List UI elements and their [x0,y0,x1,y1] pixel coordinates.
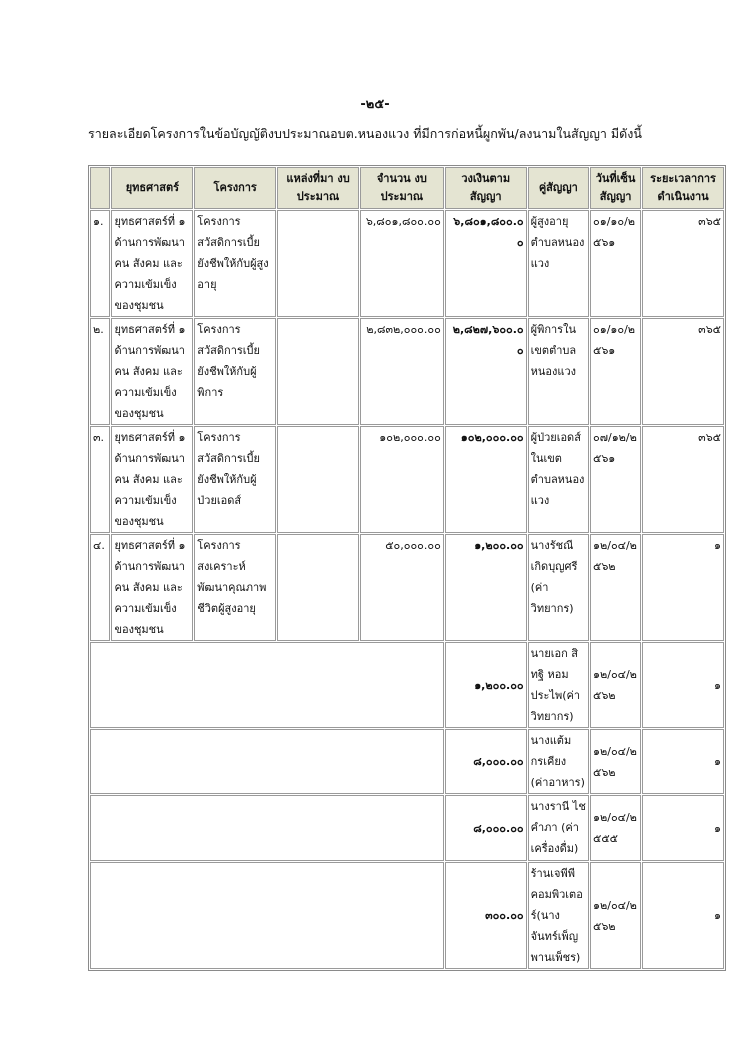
sub-row-contractor: นางรานี ไชคำภา (ค่าเครื่องดื่ม) [528,795,589,861]
sub-row-duration: ๑ [642,795,724,861]
row-duration: ๑ [642,534,724,641]
table-row [90,210,724,317]
sub-row-contract-amount: ๑,๒๐๐.๐๐ [445,642,527,728]
row-number: ๒. [90,318,110,425]
row-duration: ๓๖๕ [642,426,724,533]
sub-row-contract-amount: ๘,๐๐๐.๐๐ [445,729,527,794]
row-duration: ๓๖๕ [642,318,724,425]
row-contract-amount: ๑,๒๐๐.๐๐ [445,534,527,641]
row-number: ๔. [90,534,110,641]
row-amount: ๒,๘๓๒,๐๐๐.๐๐ [360,318,444,425]
row-project: โครงการสงเคราะห์พัฒนาคุณภาพชีวิตผู้สูงอายุ [194,534,276,641]
header-no [90,167,110,209]
sub-row-contractor: ร้านเจพีพีคอมพิวเตอร์(นางจันทร์เพ็ญ พานเพ็ชร) [528,862,589,969]
sub-row-blank [90,642,444,728]
row-contract-amount: ๖,๘๐๑,๘๐๐.๐๐ [445,210,527,317]
row-contract-amount: ๑๐๒,๐๐๐.๐๐ [445,426,527,533]
row-source [277,426,359,533]
header-contract-amount: วงเงินตาม สัญญา [445,167,527,209]
sub-row-sign-date: ๑๒/๐๔/๒๕๖๒ [590,862,641,969]
sub-row-sign-date: ๑๒/๐๔/๒๕๖๒ [590,729,641,794]
row-strategy: ยุทธศาสตร์ที่ ๑ ด้านการพัฒนาคน สังคม และความเข้มเข็งของชุมชน [111,318,193,425]
sub-row-blank [90,729,444,794]
header-project: โครงการ [194,167,276,209]
row-strategy: ยุทธศาสตร์ที่ ๑ ด้านการพัฒนาคน สังคม และความเข้มเข็งของชุมชน [111,534,193,641]
row-number: ๓. [90,426,110,533]
sub-row-contractor: นางแต้ม กรเคียง (ค่าอาหาร) [528,729,589,794]
sub-row-duration: ๑ [642,729,724,794]
page-heading: รายละเอียดโครงการในข้อบัญญัติงบประมาณอบต.หนองแวง ที่มีการก่อหนี้ผูกพัน/ลงนามในสัญญา มีดังนี้ [88,126,642,141]
row-sign-date: ๐๗/๑๒/๒๕๖๑ [590,426,641,533]
budget-table [88,165,726,971]
row-source [277,534,359,641]
table-header-row [90,167,724,209]
row-contractor: ผู้พิการในเขตตำบลหนองแวง [528,318,589,425]
header-contractor: คู่สัญญา [528,167,589,209]
row-sign-date: ๐๑/๑๐/๒๕๖๑ [590,210,641,317]
header-strategy: ยุทธศาสตร์ [111,167,193,209]
header-sign-date: วันที่เซ็น สัญญา [590,167,641,209]
row-duration: ๓๖๕ [642,210,724,317]
sub-row-sign-date: ๑๒/๐๔/๒๕๖๒ [590,642,641,728]
sub-row-contract-amount: ๓๐๐.๐๐ [445,862,527,969]
sub-row-blank [90,795,444,861]
sub-row-sign-date: ๑๒/๐๔/๒๕๕๕ [590,795,641,861]
page-number: -๒๕- [360,97,390,112]
row-project: โครงการสวัสดิการเบี้ยยังชีพให้กับผู้สูงอายุ [194,210,276,317]
header-amount: จำนวน งบประมาณ [360,167,444,209]
row-sign-date: ๑๒/๐๔/๒๕๖๒ [590,534,641,641]
sub-table-row [90,729,724,794]
row-sign-date: ๐๑/๑๐/๒๕๖๑ [590,318,641,425]
row-contract-amount: ๒,๘๒๗,๖๐๐.๐๐ [445,318,527,425]
sub-row-duration: ๑ [642,862,724,969]
sub-table-row [90,795,724,861]
row-number: ๑. [90,210,110,317]
header-duration: ระยะเวลาการ ดำเนินงาน [642,167,724,209]
row-strategy: ยุทธศาสตร์ที่ ๑ ด้านการพัฒนาคน สังคม และความเข้มเข็งของชุมชน [111,210,193,317]
row-contractor: ผู้ป่วยเอดส์ในเขตตำบลหนองแวง [528,426,589,533]
row-source [277,318,359,425]
row-project: โครงการสวัสดิการเบี้ยยังชีพให้กับผู้พิการ [194,318,276,425]
header-source: แหล่งที่มา งบประมาณ [277,167,359,209]
row-amount: ๖,๘๐๑,๘๐๐.๐๐ [360,210,444,317]
row-contractor: ผู้สูงอายุตำบลหนองแวง [528,210,589,317]
row-amount: ๕๐,๐๐๐.๐๐ [360,534,444,641]
table-row [90,318,724,425]
row-strategy: ยุทธศาสตร์ที่ ๑ ด้านการพัฒนาคน สังคม และความเข้มเข็งของชุมชน [111,426,193,533]
table-row [90,534,724,641]
row-amount: ๑๐๒,๐๐๐.๐๐ [360,426,444,533]
sub-row-contract-amount: ๘,๐๐๐.๐๐ [445,795,527,861]
sub-row-blank [90,862,444,969]
row-project: โครงการสวัสดิการเบี้ยยังชีพให้กับผู้ป่วยเอดส์ [194,426,276,533]
sub-table-row [90,642,724,728]
sub-table-row [90,862,724,969]
row-source [277,210,359,317]
table-row [90,426,724,533]
sub-row-contractor: นายเอก สิทฐิ หอมประไพ(ค่าวิทยากร) [528,642,589,728]
sub-row-duration: ๑ [642,642,724,728]
row-contractor: นางรัชณี เกิดบุญศรี (ค่าวิทยากร) [528,534,589,641]
